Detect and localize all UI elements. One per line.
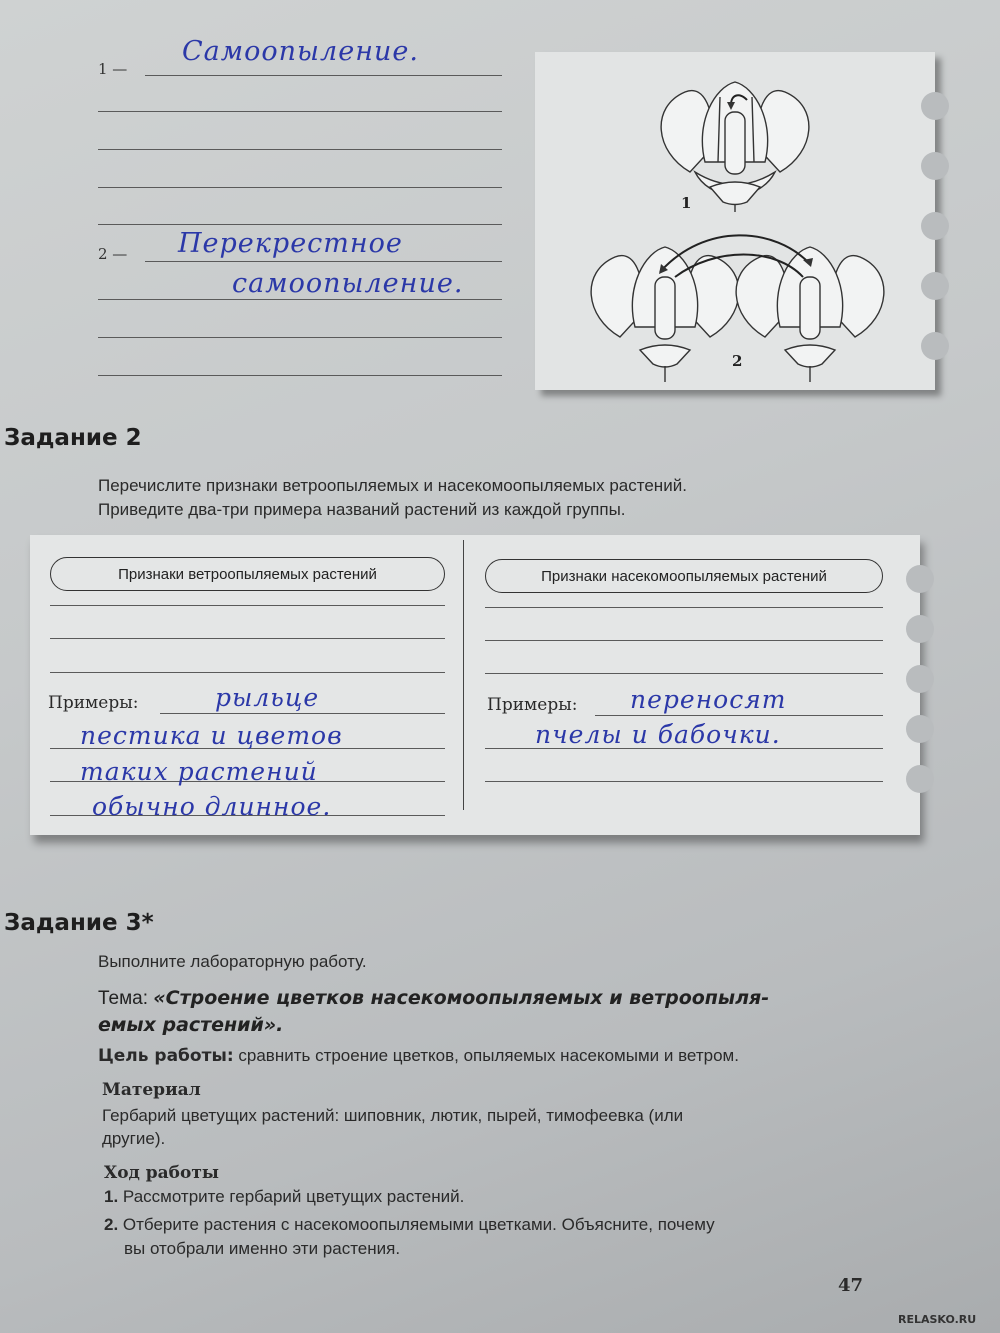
handwritten-answer-2-line1: Перекрестное <box>178 228 403 259</box>
answer-line <box>98 375 502 376</box>
task2-instruction-line2: Приведите два-три примера названий растений из каждой группы. <box>98 500 626 519</box>
goal-text: сравнить строение цветков, опыляемых насекомыми и ветром. <box>238 1046 739 1065</box>
handwritten-left-3: таких растений <box>80 757 318 786</box>
material-label: Материал <box>102 1080 201 1100</box>
item1-number: 1 — <box>98 60 128 78</box>
step-1-number: 1. <box>104 1187 119 1206</box>
handwritten-right-1: переносят <box>630 685 787 714</box>
card-notch <box>906 565 934 593</box>
handwritten-left-1: рыльце <box>215 683 320 712</box>
examples-label-insect: Примеры: <box>487 695 578 715</box>
task2-heading: Задание 2 <box>4 425 142 451</box>
task3-intro: Выполните лабораторную работу. <box>98 952 367 971</box>
traits-table <box>30 535 920 835</box>
answer-line <box>98 337 502 338</box>
answer-line <box>145 261 502 262</box>
card-notch <box>906 765 934 793</box>
topic-block <box>98 985 888 1039</box>
card-notch <box>921 272 949 300</box>
answer-line <box>485 781 883 782</box>
handwritten-left-2: пестика и цветов <box>80 721 343 750</box>
answer-line <box>50 638 445 639</box>
handwritten-right-2: пчелы и бабочки. <box>535 720 781 749</box>
flower-illustration <box>535 52 935 390</box>
topic-line2: емых растений». <box>98 1014 284 1036</box>
goal-block <box>98 1044 898 1068</box>
topic-line1: «Строение цветков насекомоопыляемых и ветроопыля- <box>153 987 770 1009</box>
handwritten-left-4: обычно длинное. <box>92 792 332 821</box>
column-header-wind: Признаки ветроопыляемых растений <box>50 557 445 591</box>
material-line1: Гербарий цветущих растений: шиповник, лютик, пырей, тимофеевка (или <box>102 1106 684 1125</box>
card-notch <box>921 212 949 240</box>
answer-line <box>145 75 502 76</box>
answer-line <box>160 713 445 714</box>
material-line2: другие). <box>102 1129 166 1148</box>
step-1 <box>104 1185 464 1209</box>
step-1-text: Рассмотрите гербарий цветущих растений. <box>122 1187 465 1206</box>
watermark: RELASKO.RU <box>898 1313 977 1326</box>
answer-line <box>595 715 883 716</box>
item2-number: 2 — <box>98 245 128 263</box>
task3-heading: Задание 3* <box>4 910 154 936</box>
column-divider <box>463 540 464 810</box>
card-notch <box>906 715 934 743</box>
page-number: 47 <box>838 1275 864 1296</box>
step-2-line1: Отберите растения с насекомоопыляемыми цветками. Объясните, почему <box>122 1215 715 1234</box>
card-notch <box>921 152 949 180</box>
examples-label-wind: Примеры: <box>48 693 139 713</box>
answer-line <box>98 299 502 300</box>
answer-line <box>98 149 502 150</box>
figure-label-2: 2 <box>732 352 743 370</box>
handwritten-answer-1: Самоопыление. <box>182 36 419 67</box>
answer-line <box>50 605 445 606</box>
answer-line <box>98 224 502 225</box>
card-notch <box>921 332 949 360</box>
handwritten-answer-2-line2: самоопыление. <box>232 268 464 299</box>
answer-line <box>485 673 883 674</box>
answer-line <box>98 111 502 112</box>
answer-line <box>485 607 883 608</box>
step-2 <box>104 1213 894 1237</box>
progress-label: Ход работы <box>104 1163 219 1183</box>
card-notch <box>906 665 934 693</box>
topic-label: Тема: <box>98 988 149 1009</box>
figure-label-1: 1 <box>681 194 692 212</box>
pollination-figure <box>535 52 935 390</box>
card-notch <box>906 615 934 643</box>
step-2-line2: вы отобрали именно эти растения. <box>124 1239 401 1258</box>
column-header-insect: Признаки насекомоопыляемых растений <box>485 559 883 593</box>
answer-line <box>98 187 502 188</box>
goal-label: Цель работы: <box>98 1046 234 1066</box>
task2-instruction-line1: Перечислите признаки ветроопыляемых и насекомоопыляемых растений. <box>98 476 687 495</box>
card-notch <box>921 92 949 120</box>
step-2-number: 2. <box>104 1215 119 1234</box>
answer-line <box>50 672 445 673</box>
answer-line <box>485 640 883 641</box>
